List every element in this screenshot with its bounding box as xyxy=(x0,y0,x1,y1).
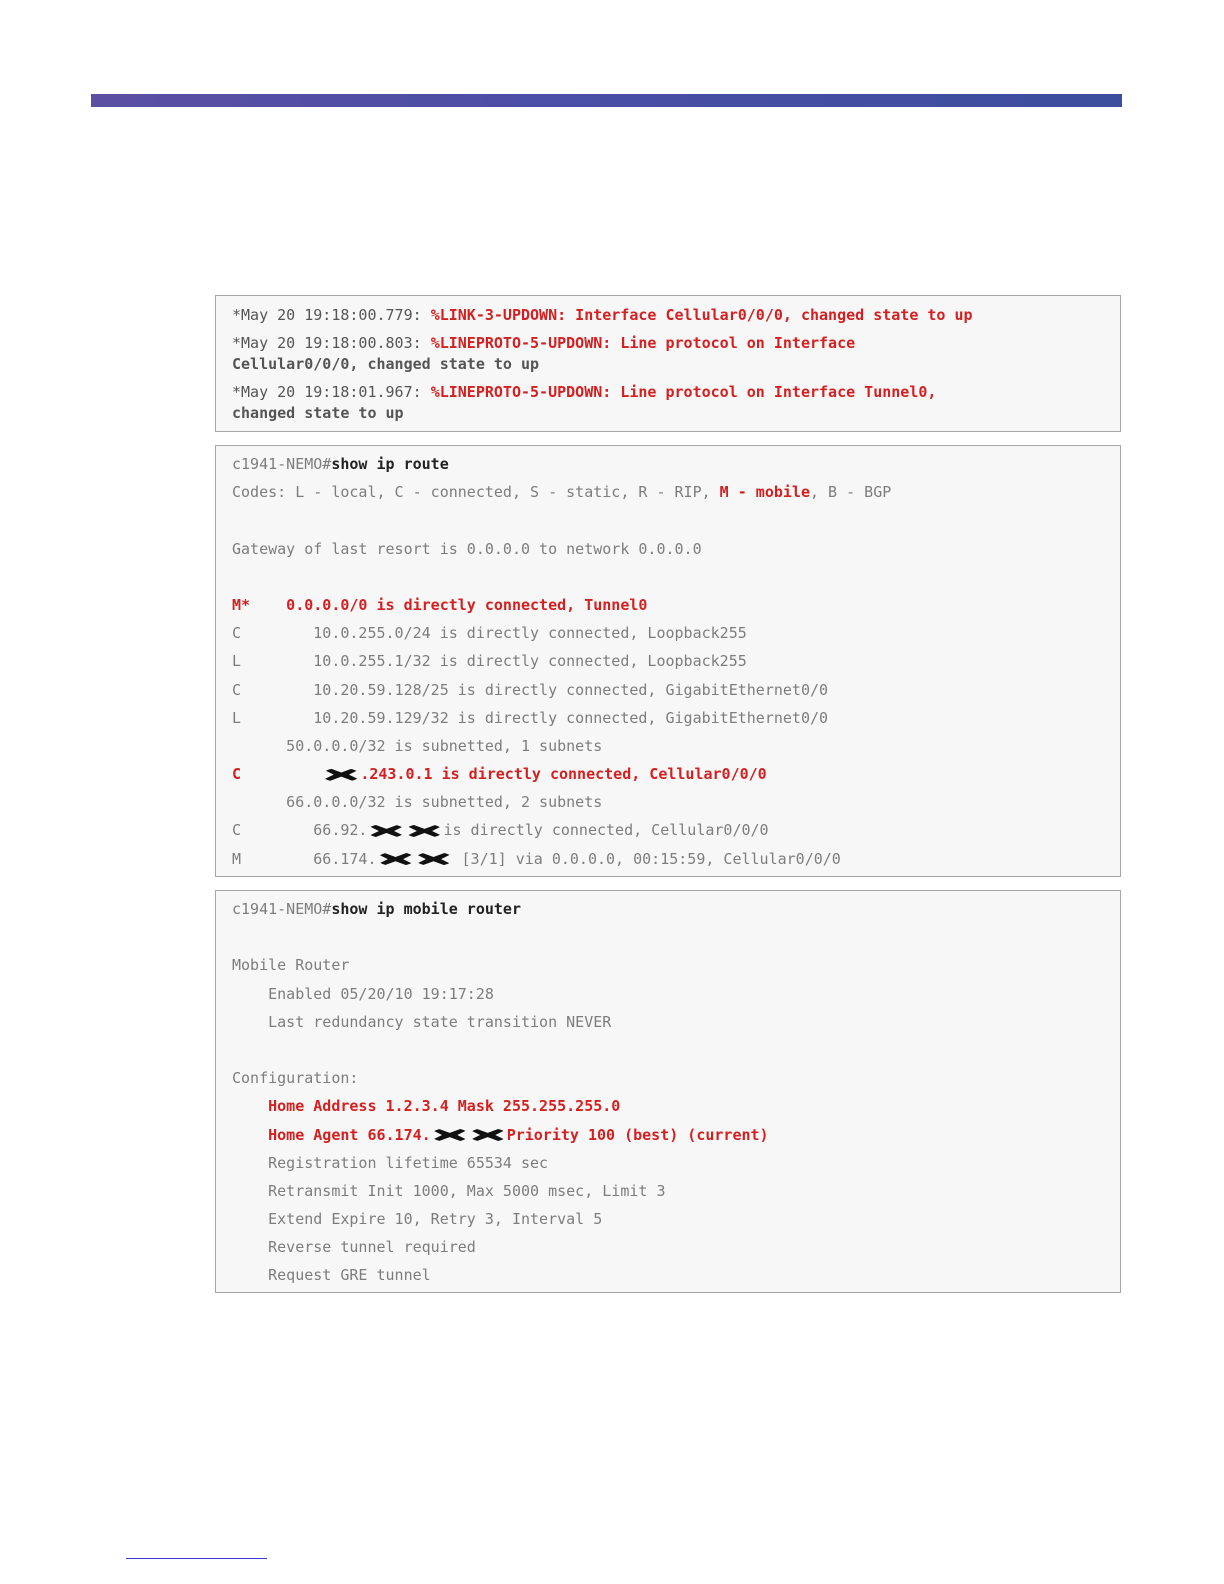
redaction-mark xyxy=(431,1128,469,1142)
log-time: *May 20 19:18:00.803: xyxy=(232,334,431,352)
blank-line xyxy=(232,563,1120,591)
log-line-1 xyxy=(232,305,1120,326)
log-line-3-cont: changed state to up xyxy=(232,404,404,422)
blank-line xyxy=(232,923,1120,951)
route-panel xyxy=(215,445,1121,877)
route-detail: [3/1] via 0.0.0.0, 00:15:59, Cellular0/0/0 xyxy=(452,849,841,868)
route-entry: C 10.0.255.0/24 is directly connected, Loopback255 xyxy=(232,624,747,643)
log-time: *May 20 19:18:01.967: xyxy=(232,383,431,401)
log-message: %LINK-3-UPDOWN: Interface Cellular0/0/0, changed state to up xyxy=(430,306,973,324)
route-entry: C 10.20.59.128/25 is directly connected, GigabitEthernet0/0 xyxy=(232,680,829,699)
blank-line xyxy=(232,506,1120,534)
route-entry: 50.0.0.0/32 is subnetted, 1 subnets xyxy=(232,736,603,755)
mobile-line xyxy=(232,1121,1120,1149)
codes-text: Codes: L - local, C - connected, S - static, R - RIP, xyxy=(232,483,720,502)
route-entry xyxy=(232,845,1120,873)
mobile-line: Configuration: xyxy=(232,1069,359,1088)
route-code: C xyxy=(232,765,323,784)
route-entry xyxy=(232,760,1120,788)
gateway-line: Gateway of last resort is 0.0.0.0 to network 0.0.0.0 xyxy=(232,539,702,558)
route-entry: M* 0.0.0.0/0 is directly connected, Tunnel0 xyxy=(232,595,648,614)
mobile-line: Request GRE tunnel xyxy=(232,1266,431,1285)
mobile-line: Registration lifetime 65534 sec xyxy=(232,1153,549,1172)
cli-prompt: c1941-NEMO# xyxy=(232,900,332,918)
log-message: %LINEPROTO-5-UPDOWN: Line protocol on Interface Tunnel0, xyxy=(430,383,937,401)
redaction-mark xyxy=(322,768,360,782)
mobile-line: Home Address 1.2.3.4 Mask 255.255.255.0 xyxy=(232,1097,621,1116)
cli-command: show ip route xyxy=(331,455,449,473)
footnote-rule xyxy=(126,1558,267,1559)
blank-line xyxy=(232,1036,1120,1064)
mobile-line: Reverse tunnel required xyxy=(232,1238,476,1257)
cli-prompt: c1941-NEMO# xyxy=(232,455,332,473)
codes-mobile: M - mobile xyxy=(719,483,810,502)
route-prefix: M 66.174. xyxy=(232,849,377,868)
redaction-mark xyxy=(405,824,443,838)
header-rule xyxy=(91,94,1122,107)
log-line-2 xyxy=(232,333,1120,354)
log-message: %LINEPROTO-5-UPDOWN: Line protocol on Interface xyxy=(430,334,856,352)
codes-text-end: , B - BGP xyxy=(809,483,892,502)
log-panel xyxy=(215,295,1121,432)
log-time: *May 20 19:18:00.779: xyxy=(232,306,431,324)
route-entry: L 10.0.255.1/32 is directly connected, Loopback255 xyxy=(232,652,747,671)
mobile-line: Mobile Router xyxy=(232,956,350,975)
route-detail: is directly connected, Cellular0/0/0 xyxy=(443,821,769,840)
log-line-3 xyxy=(232,382,1120,403)
redaction-mark xyxy=(469,1128,507,1142)
route-prefix: C 66.92. xyxy=(232,821,368,840)
home-agent-detail: Priority 100 (best) (current) xyxy=(506,1125,769,1144)
mobile-line: Retransmit Init 1000, Max 5000 msec, Limit 3 xyxy=(232,1181,666,1200)
redaction-mark xyxy=(377,852,415,866)
redaction-mark xyxy=(415,852,453,866)
log-line-2-cont: Cellular0/0/0, changed state to up xyxy=(232,355,540,373)
mobile-command-line xyxy=(232,895,1120,923)
mobile-line: Extend Expire 10, Retry 3, Interval 5 xyxy=(232,1210,603,1229)
mobile-line: Last redundancy state transition NEVER xyxy=(232,1012,612,1031)
route-codes xyxy=(232,478,1120,506)
route-entry xyxy=(232,816,1120,844)
cli-command: show ip mobile router xyxy=(331,900,521,918)
home-agent-prefix: Home Agent 66.174. xyxy=(232,1125,431,1144)
route-command-line xyxy=(232,450,1120,478)
mobile-line: Enabled 05/20/10 19:17:28 xyxy=(232,984,494,1003)
redaction-mark xyxy=(367,824,405,838)
route-entry: L 10.20.59.129/32 is directly connected, GigabitEthernet0/0 xyxy=(232,708,829,727)
mobile-router-panel xyxy=(215,890,1121,1293)
route-entry: 66.0.0.0/32 is subnetted, 2 subnets xyxy=(232,793,603,812)
route-detail: .243.0.1 is directly connected, Cellular0/0/0 xyxy=(360,765,767,784)
